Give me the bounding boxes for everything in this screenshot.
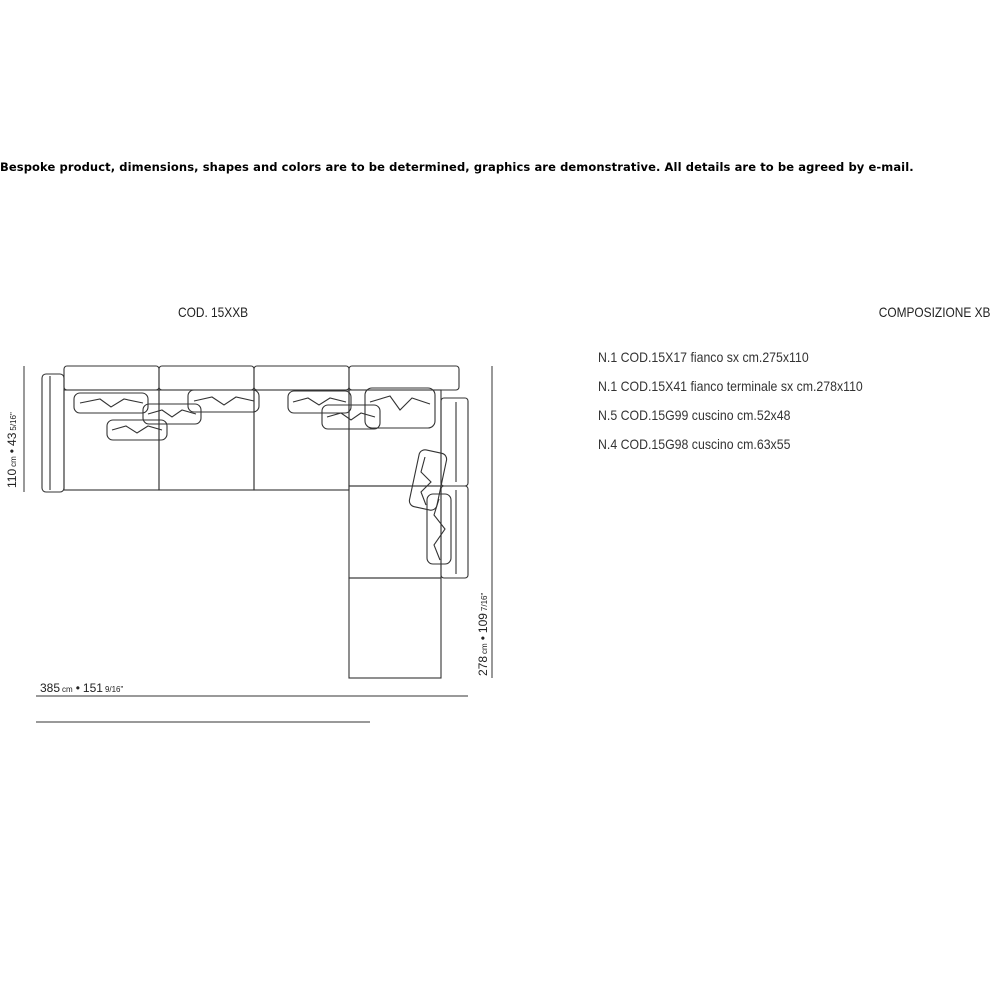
left-armrest (42, 374, 64, 492)
throw-cushion (143, 404, 201, 424)
main-seats (64, 390, 349, 490)
throw-cushion (188, 390, 259, 412)
throw-cushion (408, 449, 447, 512)
depth-dimension-label (5, 412, 19, 488)
svg-text:278cm•1097/16": 278cm•1097/16" (476, 592, 490, 676)
throw-cushions (74, 388, 451, 564)
throw-cushion (288, 391, 351, 413)
throw-cushion (427, 494, 451, 564)
parts-list-item: N.4 COD.15G98 cuscino cm.63x55 (598, 436, 791, 452)
parts-list-item: N.1 COD.15X41 fianco terminale sx cm.278x110 (598, 378, 863, 394)
composition-title: COMPOSIZIONE XB (878, 304, 990, 320)
parts-list-item: N.1 COD.15X17 fianco sx cm.275x110 (598, 349, 809, 365)
throw-cushion (365, 388, 435, 428)
width-dimension-label: 385 cm • 151 9/16" (40, 681, 124, 695)
right-backrests (441, 398, 468, 578)
product-code-title: COD. 15XXB (178, 304, 249, 320)
disclaimer-text: Bespoke product, dimensions, shapes and colors are to be determined, graphics are demonstrative. All details are to be agreed by e-mail. (0, 160, 914, 174)
throw-cushion (107, 420, 167, 440)
parts-list-item: N.5 COD.15G99 cuscino cm.52x48 (598, 407, 791, 423)
throw-cushion (74, 393, 148, 413)
length-dimension-label (476, 592, 490, 676)
svg-text:110cm•435/16": 110cm•435/16" (5, 412, 19, 488)
back-cushions (64, 366, 459, 390)
